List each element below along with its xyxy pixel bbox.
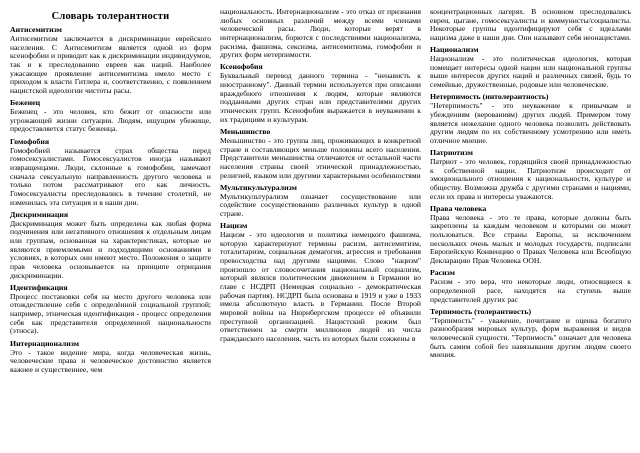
- term-heading: Гомофобия: [10, 136, 50, 146]
- term-heading: Патриотизм: [430, 148, 473, 158]
- term-definition: "Терпимость" - уважение, почитание и оценка богатого разнообразия мировых культур, форм выражения и видов человеческой сущности. "Терпимость" означает для человека быть самим собой без навязывания другим людям своего мнения.: [430, 315, 631, 360]
- term-definition: Антисемитизм заключается в дискриминации еврейского населения. С Антисемитизм является одной из форм ксенофобии и приводит как к дискриминации индивидуумов, так и к преследованию евреев как наций. Наиболее ужасающее проявление антисемитизма имело место с приходом к власти Гитлера и, соответственно, с появлением нацистской идеологии чистоты расы.: [10, 34, 211, 95]
- term-definition: Права человека - это те права, которые должны быть закреплены за каждым человеком и которыми он может пользоваться. Все страны Европы, за исключением нескольких очень малых и молодых государств, подписали Европейскую Конвенцию о Правах Человека или Всеобщую Декларацию Прав Человека ООН.: [430, 212, 631, 266]
- term-heading: Расизм: [430, 268, 455, 278]
- term-definition: Это - такое видение мира, когда человеческая жизнь, человеческие права и человеческое достоинство является важнее и существеннее, чем: [10, 347, 211, 374]
- term-definition: Нацизм - это идеология и политика немецкого фашизма, которую характеризуют термины расизм, антисемитизм, тоталитаризм, социальная демагогия, агрессия и требования превосходства над другими нациями. Слово "нацизм" произошло от словосочетания национальный социализм, который являлся политическим движением в Германии во главе с НСДРП (Немецкая социально - демократическая рабочая партия). НСДРП была основана в 1919 и уже в 1933 имела абсолютную власть в Германии. После Второй мировой войны на Нюрнбергском процессе её объявили преступной организацией. Нацистский режим был ответственен за смерти миллионов людей из числа гражданского населения, часть из которых были сожжены в: [220, 230, 421, 343]
- term-definition: Дискриминация может быть определена как любая форма подчинения или негативного отношения к отдельным лицам или группам, основанная на характеристиках, которые не являются приемлемыми и подходящими основаниями в условиях, в которых они имеют место. Положения о защите прав человека основывается на принципе отрицания дискриминации.: [10, 218, 211, 280]
- term-definition: Патриот - это человек, гордящийся своей принадлежностью к собственной нации. Патриотизм происходит от эмоционального отношения к национальности, культуре и обществу. Возможна дружба с другими странами и нациями, если их права и интересы уважаются.: [430, 157, 631, 201]
- term-heading: Антисемитизм: [10, 25, 62, 34]
- columns: [10, 8, 631, 375]
- term-heading: Терпимость (толерантность): [430, 306, 532, 316]
- term-definition: Процесс постановки себя на место другого человека или отождествление себя с определённой социальной группой; например, этническая идентификация - процесс определения себя как представителя определенной национальности (этноса).: [10, 291, 211, 336]
- term-definition: Расизм - это вера, что некоторые люди, относящиеся к определенной расе, находятся на ступень выше представителей других рас: [430, 277, 631, 304]
- term-heading: Мультикультурализм: [220, 182, 297, 192]
- term-heading: Интернационализм: [10, 338, 80, 348]
- term-heading: Меньшинство: [220, 126, 271, 136]
- page-title: Словарь толерантности: [51, 11, 170, 22]
- term-heading: Идентификация: [10, 282, 68, 292]
- term-definition: Буквальный перевод данного термина - "ненависть к иностранному". Данный термин используется при описании враждебного отношения к людям, которые являются подданными других стран или представителями других этнических групп. Ксенофобия выражается в неуважении к их традициям и культурам.: [220, 71, 421, 124]
- term-definition: Национализм - это политическая идеология, которая помещает интересы одной нации или национальной группы выше интересов других наций и различных связей, будь то семейные, дружественные, родовые или человеческие.: [430, 54, 631, 90]
- column-2: [220, 8, 421, 344]
- term-definition: "Нетерпимость" - это неуважение к привычкам и убеждениям (верованиям) других людей. Примером тому является нежелание одного человека позволить действовать другим людям по их собственному усмотрению или иметь отличное мнение.: [430, 101, 631, 145]
- term-heading: Права человека: [430, 203, 487, 213]
- term-definition: концентрационных лагерях. В основном преследовались евреи, цыгане, гомосексуалисты и коммунисты/социалисты. Некоторые группы идентифицируют себя с идеалами нацизма даже в наши дни. Они называют себя неонацистами.: [430, 7, 631, 42]
- column-1: [10, 8, 211, 375]
- term-definition: национальность. Интернационализм - это отказ от признания любых основных различий между всеми членами человеческой расы. Люди, которые верят в интернационализм, борются с последствиями национализма, расизма, фашизма, сексизма, антисемитизма, гомофобии и других форм нетерпимости.: [220, 7, 421, 60]
- term-heading: Дискриминация: [10, 209, 69, 219]
- term-heading: Нацизм: [220, 221, 248, 231]
- term-heading: Нетерпимость (интолерантность): [430, 92, 549, 102]
- term-definition: Гомофобией называется страх общества перед гомосексуалистами. Гомосексуалистов иногда называют извращенцами. Люди, склонные к гомофобии, замечают сначала сексуальную направленность другого человека и только потом рассматривают его как личность. Гомосексуалисты преследовались в течение столетий, не изменилась эта ситуация и в наши дни.: [10, 145, 211, 207]
- term-definition: Мультикультурализм означает сосуществование или содействие сосуществованию различных культур в одной стране.: [220, 191, 421, 218]
- term-definition: Меньшинство - это группа лиц, проживающих в конкретной стране и составляющих меньше половины всего населения. Представители меньшинства отличаются от остальной части населения страны своей этнической принадлежностью, религией, языком или другими характерными особенностями: [220, 135, 421, 180]
- term-heading: Беженец: [10, 98, 41, 108]
- term-definition: Беженец - это человек, кто бежит от опасности или угрожающей жизни ситуации. Людям, ищущим убежище, предоставляется статус беженца.: [10, 107, 211, 134]
- term-heading: Национализм: [430, 45, 479, 55]
- column-3: [430, 8, 631, 361]
- term-heading: Ксенофобия: [220, 62, 263, 72]
